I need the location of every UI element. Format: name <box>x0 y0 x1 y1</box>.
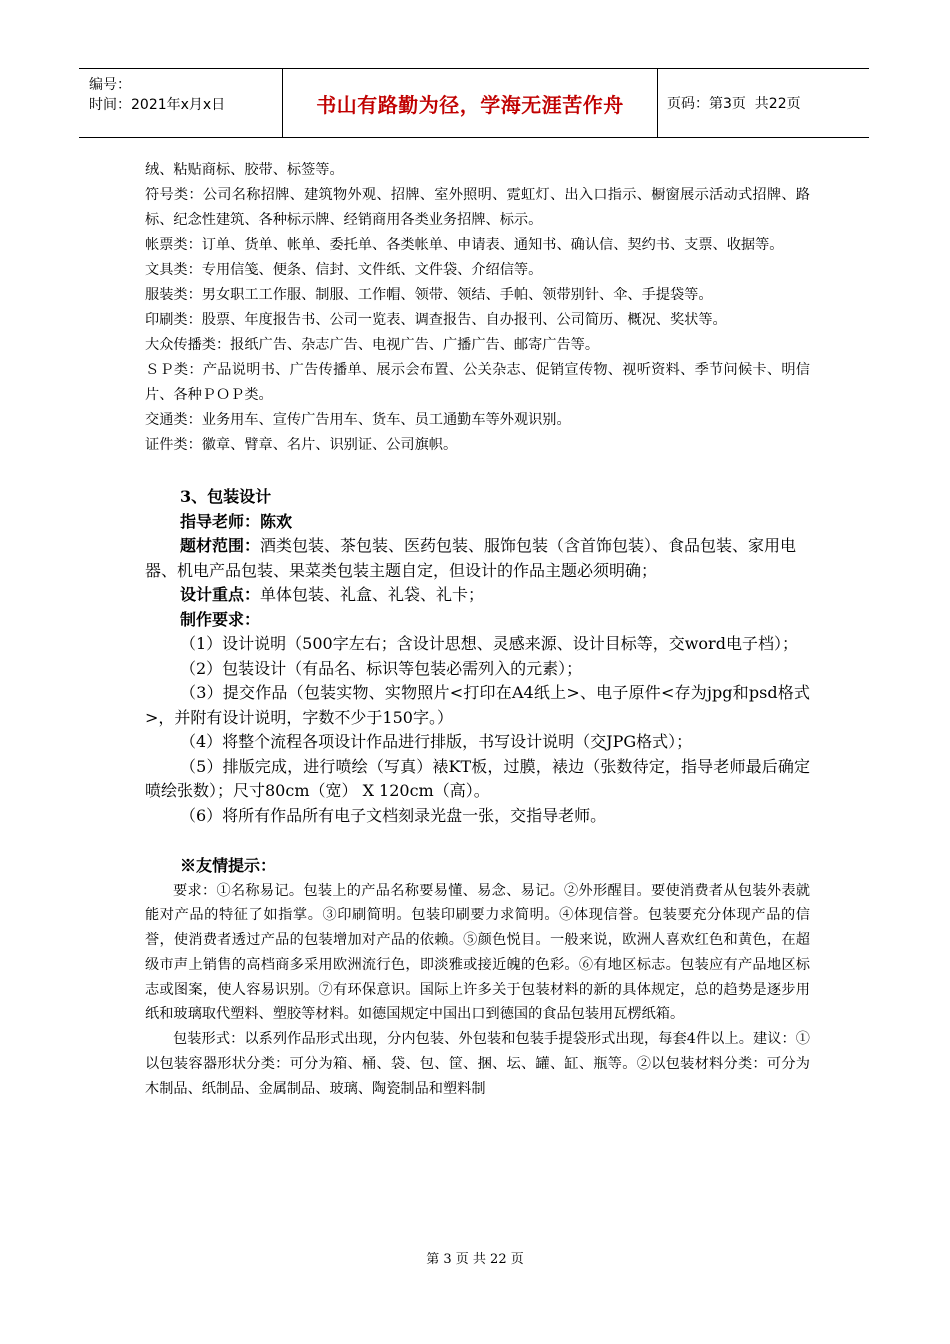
category-item: 绒、粘贴商标、胶带、标签等。 <box>145 162 344 178</box>
scope-text: 酒类包装、茶包装、医药包装、服饰包装（含首饰包装）、食品包装、家用电器、机电产品包装、果菜类包装主题自定，但设计的作品主题必须明确； <box>145 536 797 580</box>
requirement-item: （4）将整个流程各项设计作品进行排版，书写设计说明（交JPG格式）； <box>180 732 693 751</box>
tips-paragraph: 要求：①名称易记。包装上的产品名称要易懂、易念、易记。②外形醒目。要使消费者从包装外表就能对产品的特征了如指掌。③印刷简明。包装印刷要力求简明。④体现信誉。包装要充分体现产品的信誉，使消费者透过产品的包装增加对产品的依赖。⑤颜色悦目。一般来说，欧洲人喜欢红色和黄色，在超级市声上销售的高档商多采用欧洲流行色，即淡雅或接近魄的色彩。⑥有地区标志。包装应有产品地区标志或图案，使人容易识别。⑦有环保意识。国际上许多关于包装材料的新的具体规定，总的趋势是逐步用纸和玻璃取代塑料、塑胶等材料。如德国规定中国出口到德国的食品包装用瓦楞纸箱。 <box>145 882 810 1023</box>
section-focus <box>145 583 810 608</box>
page-content <box>145 158 810 1102</box>
category-item: 交通类：业务用车、宣传广告用车、货车、员工通勤车等外观识别。 <box>145 412 571 428</box>
requirement-item: （6）将所有作品所有电子文档刻录光盘一张，交指导老师。 <box>180 805 607 825</box>
category-list <box>145 158 810 458</box>
header-motto: 书山有路勤为径，学海无涯苦作舟 <box>316 92 624 117</box>
section-scope <box>145 534 810 583</box>
header-page-info <box>667 69 867 137</box>
section-teacher: 指导老师：陈欢 <box>180 511 293 531</box>
header-divider <box>657 69 658 137</box>
category-item: 证件类：徽章、臂章、名片、识别证、公司旗帜。 <box>145 437 458 453</box>
doc-number-label: 编号： <box>89 77 131 93</box>
category-item: 大众传播类：报纸广告、杂志广告、电视广告、广播广告、邮寄广告等。 <box>145 337 600 353</box>
header-divider <box>282 69 283 137</box>
header-meta <box>89 75 289 115</box>
tips-paragraph: 包装形式：以系列作品形式出现，分内包装、外包装和包装手提袋形式出现，每套4件以上。建议：①以包装容器形状分类：可分为箱、桶、袋、包、筐、捆、坛、罐、缸、瓶等。②以包装材料分类：可分为木制品、纸制品、金属制品、玻璃、陶瓷制品和塑料制 <box>145 1031 810 1097</box>
page-info-text: 页码：第3页 共22页 <box>667 96 801 112</box>
tips-heading: ※友情提示： <box>180 856 277 875</box>
requirement-item: （3）提交作品（包装实物、实物照片<打印在A4纸上>、电子原件<存为jpg和psd格式>，并附有设计说明，字数不少于150字。） <box>145 683 810 727</box>
section-title: 3、包装设计 <box>180 487 272 506</box>
category-item: 符号类：公司名称招牌、建筑物外观、招牌、室外照明、霓虹灯、出入口指示、橱窗展示活动式招牌、路标、纪念性建筑、各种标示牌、经销商用各类业务招牌、标示。 <box>145 187 810 228</box>
page-footer: 第 3 页 共 22 页 <box>426 1252 524 1267</box>
category-item: 印刷类：股票、年度报告书、公司一览表、调查报告、自办报刊、公司简历、概况、奖状等。 <box>145 312 727 328</box>
focus-text: 单体包装、礼盒、礼袋、礼卡； <box>260 585 485 604</box>
page-header <box>79 68 869 138</box>
category-item: 服装类：男女职工工作服、制服、工作帽、领带、领结、手帕、领带别针、伞、手提袋等。 <box>145 287 713 303</box>
requirement-item: （2）包装设计（有品名、标识等包装必需列入的元素）； <box>180 658 583 678</box>
category-item: 帐票类：订单、货单、帐单、委托单、各类帐单、申请表、通知书、确认信、契约书、支票、收据等。 <box>145 237 784 253</box>
doc-time-label: 时间：2021年x月x日 <box>89 97 226 113</box>
category-item: 文具类：专用信笺、便条、信封、文件纸、文件袋、介绍信等。 <box>145 262 543 278</box>
requirement-item: （5）排版完成，进行喷绘（写真）裱KT板，过膜，裱边（张数待定，指导老师最后确定喷绘张数）；尺寸80cm（宽） X 120cm（高）。 <box>145 756 810 800</box>
requirements-label: 制作要求： <box>180 609 261 629</box>
scope-label: 题材范围： <box>180 536 261 555</box>
focus-label: 设计重点： <box>180 585 261 604</box>
category-item: ＳＰ类：产品说明书、广告传播单、展示会布置、公关杂志、促销宣传物、视听资料、季节问候卡、明信片、各种ＰＯＰ类。 <box>145 362 810 403</box>
requirements-list <box>145 632 810 828</box>
requirement-item: （1）设计说明（500字左右；含设计思想、灵感来源、设计目标等，交word电子档）； <box>180 634 798 653</box>
